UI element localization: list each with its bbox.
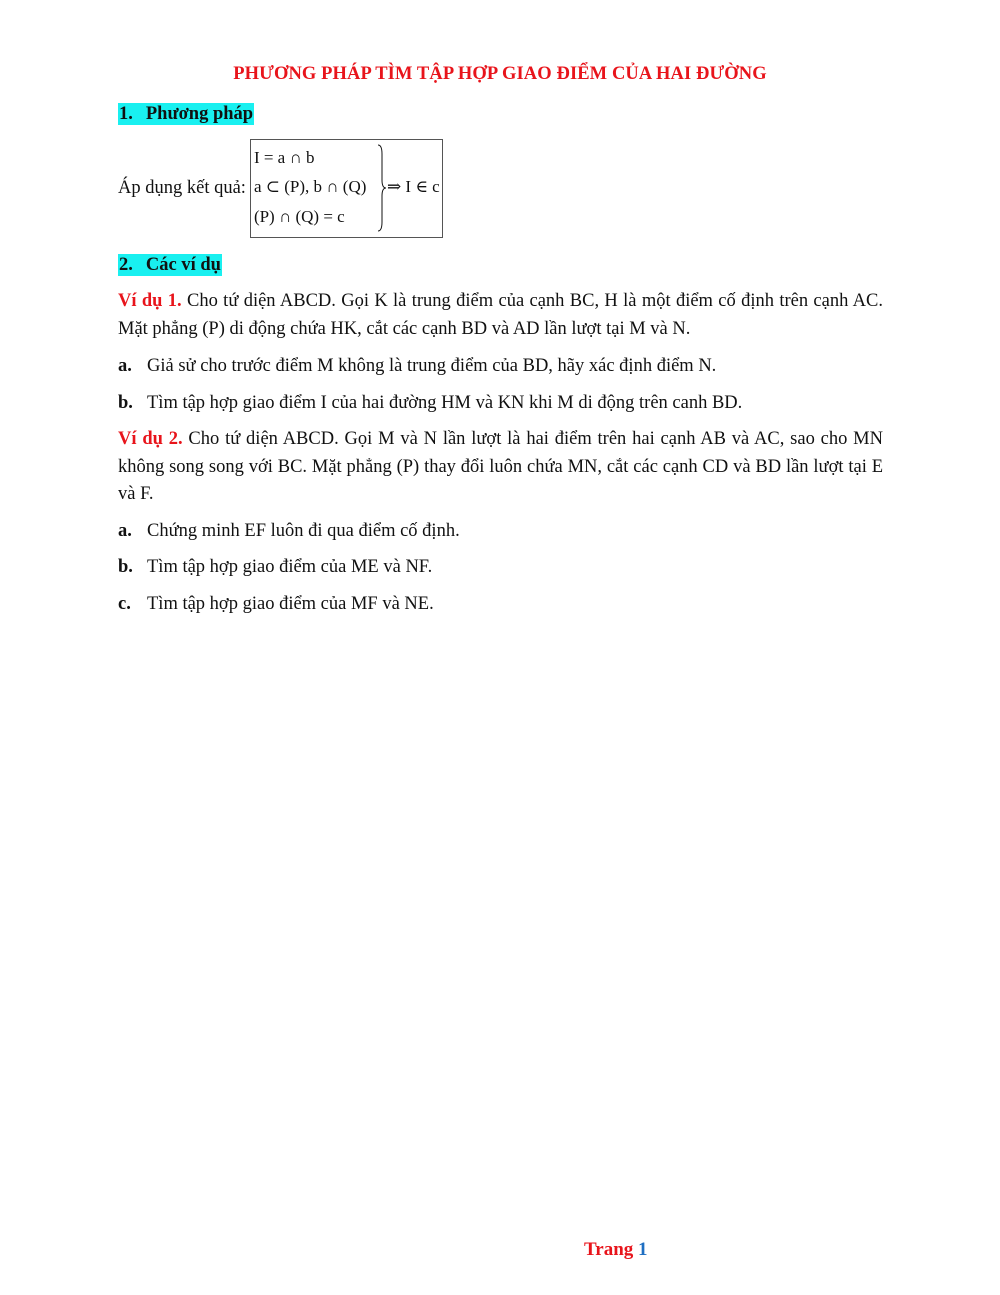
example-2-text: Cho tứ diện ABCD. Gọi M và N lần lượt là hai điểm trên hai cạnh AB và AC, sao cho MN không song song với BC. Mặt phẳng (P) thay đổi luôn chứa MN, cắt các cạnh CD và BD lần lượt tại E và F. (118, 429, 883, 504)
item-text: Tìm tập hợp giao điểm của MF và NE. (147, 594, 434, 614)
item-label: b. (118, 557, 133, 577)
page-title: PHƯƠNG PHÁP TÌM TẬP HỢP GIAO ĐIỂM CỦA HAI ĐƯỜNG (233, 64, 767, 84)
example-2-item-a (118, 519, 883, 543)
item-label: a. (118, 521, 132, 541)
formula-box (250, 139, 443, 238)
example-2-item-c (118, 592, 883, 616)
item-label: c. (118, 594, 131, 614)
item-text: Tìm tập hợp giao điểm của ME và NF. (147, 557, 433, 577)
page-footer (584, 1239, 648, 1261)
section-heading-method (118, 103, 254, 125)
example-1-paragraph (118, 288, 883, 343)
item-text: Chứng minh EF luôn đi qua điểm cố định. (147, 521, 460, 541)
example-1-text: Cho tứ diện ABCD. Gọi K là trung điểm của cạnh BC, H là một điểm cố định trên cạnh AC. Mặt phẳng (P) di động chứa HK, cắt các cạnh BD và AD lần lượt tại M và N. (118, 291, 884, 339)
formula-block (118, 139, 443, 238)
item-text: Tìm tập hợp giao điểm I của hai đường HM và KN khi M di động trên canh BD. (147, 393, 743, 413)
item-text: Giả sử cho trước điểm M không là trung điểm của BD, hãy xác định điểm N. (147, 356, 717, 376)
example-1-item-b (118, 391, 883, 415)
section-number: 1. (119, 104, 133, 124)
example-2-paragraph (118, 426, 883, 509)
example-1-item-a (118, 354, 883, 378)
section-heading-examples (118, 254, 222, 276)
item-label: b. (118, 393, 133, 413)
right-brace-icon (377, 144, 387, 232)
section-title: Các ví dụ (145, 255, 221, 275)
formula-line-1: I = a ∩ b (253, 148, 315, 167)
section-title: Phương pháp (145, 104, 254, 124)
formula-line-2: a ⊂ (P), b ∩ (Q) (253, 177, 367, 196)
example-2-item-b (118, 555, 883, 579)
item-label: a. (118, 356, 132, 376)
footer-word: Trang (584, 1239, 634, 1260)
formula-result: ⇒ I ∈ c (386, 177, 440, 196)
example-1-label: Ví dụ 1. (118, 291, 182, 311)
page-number: 1 (638, 1239, 648, 1260)
example-2-label: Ví dụ 2. (118, 429, 183, 449)
formula-lead-text: Áp dụng kết quả: (118, 178, 246, 198)
section-number: 2. (119, 255, 133, 275)
formula-line-3: (P) ∩ (Q) = c (253, 207, 345, 226)
